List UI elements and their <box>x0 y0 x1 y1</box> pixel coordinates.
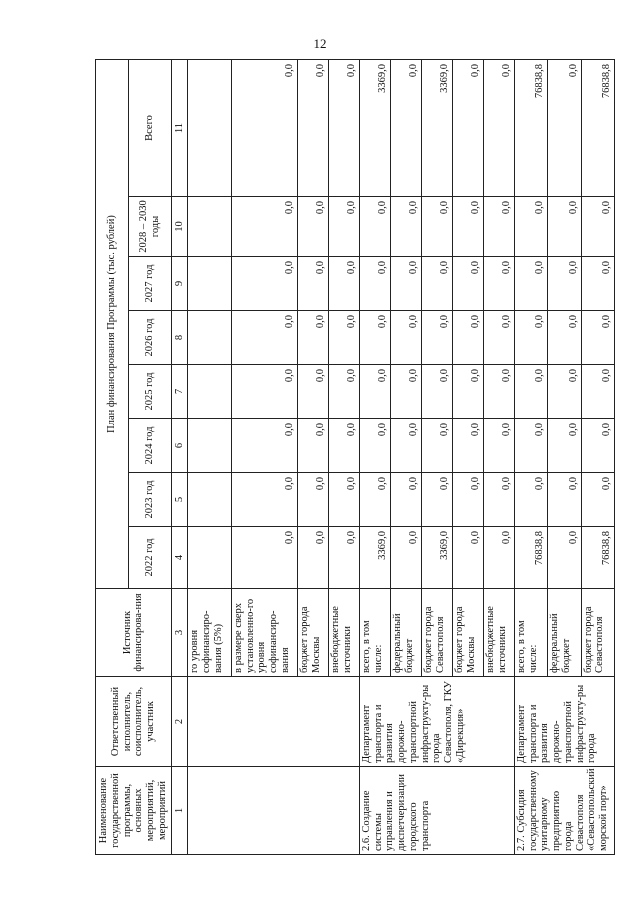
value-cell <box>188 59 231 196</box>
value-cell: 0,0 <box>328 197 359 257</box>
value-cell: 0,0 <box>452 257 483 311</box>
header-year: 2025 год <box>128 365 171 419</box>
column-number: 11 <box>171 59 188 196</box>
value-cell: 0,0 <box>452 473 483 527</box>
value-cell: 0,0 <box>514 197 547 257</box>
source-cell: внебюджетные источники <box>328 589 359 677</box>
table-row <box>514 59 547 854</box>
value-cell: 0,0 <box>483 365 514 419</box>
value-cell: 0,0 <box>390 365 421 419</box>
responsible-cell: Департамент транспорта и развития дорожно-транспортной инфраструкту-ры города Севастополя, ГКУ «Дирекция» <box>359 677 514 767</box>
value-cell: 0,0 <box>421 365 452 419</box>
value-cell: 0,0 <box>421 257 452 311</box>
column-number: 2 <box>171 677 188 767</box>
header-year: 2023 год <box>128 473 171 527</box>
column-number: 7 <box>171 365 188 419</box>
value-cell: 0,0 <box>452 311 483 365</box>
source-cell: бюджет города Москвы <box>452 589 483 677</box>
responsible-cell: Департамент транспорта и развития дорожно-транспортной инфраструкту-ры города <box>514 677 614 767</box>
source-cell: федеральный бюджет <box>548 589 581 677</box>
value-cell <box>188 197 231 257</box>
source-cell: бюджет города Москвы <box>297 589 328 677</box>
value-cell: 0,0 <box>548 257 581 311</box>
value-cell: 0,0 <box>297 257 328 311</box>
value-cell: 0,0 <box>452 59 483 196</box>
value-cell <box>188 257 231 311</box>
activity-name-cell: 2.6. Создание системы управления и диспетчеризации городского транспорта <box>359 767 514 855</box>
value-cell: 3369,0 <box>421 527 452 589</box>
value-cell: 0,0 <box>548 197 581 257</box>
value-cell: 0,0 <box>231 365 297 419</box>
source-cell: в размере сверх установленно-го уровня софинансиро-вания <box>231 589 297 677</box>
column-number: 9 <box>171 257 188 311</box>
value-cell: 0,0 <box>514 419 547 473</box>
value-cell: 0,0 <box>421 473 452 527</box>
value-cell: 0,0 <box>581 311 614 365</box>
table-row <box>188 59 231 854</box>
value-cell: 0,0 <box>297 419 328 473</box>
header-plan: План финансирования Программы (тыс. рублей) <box>96 59 129 588</box>
value-cell: 0,0 <box>421 419 452 473</box>
name-cell-continued <box>188 767 359 855</box>
value-cell: 0,0 <box>328 59 359 196</box>
column-number-row <box>171 59 188 854</box>
value-cell: 76838,8 <box>581 59 614 196</box>
value-cell: 0,0 <box>483 311 514 365</box>
header-total: Всего <box>128 59 171 196</box>
value-cell: 0,0 <box>390 419 421 473</box>
value-cell: 0,0 <box>548 311 581 365</box>
header-year: 2028 – 2030 годы <box>128 197 171 257</box>
value-cell: 0,0 <box>548 365 581 419</box>
value-cell: 0,0 <box>359 257 390 311</box>
source-cell: бюджет города Севастополя <box>581 589 614 677</box>
value-cell: 0,0 <box>328 419 359 473</box>
value-cell: 0,0 <box>297 473 328 527</box>
value-cell: 0,0 <box>390 59 421 196</box>
column-number: 5 <box>171 473 188 527</box>
value-cell: 0,0 <box>359 197 390 257</box>
column-number: 10 <box>171 197 188 257</box>
value-cell: 0,0 <box>328 527 359 589</box>
value-cell: 0,0 <box>390 257 421 311</box>
value-cell: 0,0 <box>421 197 452 257</box>
value-cell: 0,0 <box>328 473 359 527</box>
column-number: 3 <box>171 589 188 677</box>
value-cell: 0,0 <box>231 419 297 473</box>
value-cell: 0,0 <box>514 257 547 311</box>
value-cell: 0,0 <box>581 197 614 257</box>
value-cell: 0,0 <box>452 419 483 473</box>
value-cell: 76838,8 <box>514 527 547 589</box>
value-cell: 0,0 <box>421 311 452 365</box>
value-cell <box>188 527 231 589</box>
column-number: 8 <box>171 311 188 365</box>
value-cell: 0,0 <box>548 473 581 527</box>
value-cell: 0,0 <box>231 197 297 257</box>
value-cell: 0,0 <box>297 197 328 257</box>
column-number: 1 <box>171 767 188 855</box>
header-year: 2026 год <box>128 311 171 365</box>
responsible-cell-continued <box>188 677 359 767</box>
value-cell: 76838,8 <box>581 527 614 589</box>
value-cell: 0,0 <box>297 311 328 365</box>
value-cell: 0,0 <box>452 527 483 589</box>
value-cell <box>188 473 231 527</box>
activity-name-cell: 2.7. Субсидия государственному унитарному предприятию города Севастополя «Севастопольский морской порт» <box>514 767 614 855</box>
value-cell: 0,0 <box>483 197 514 257</box>
value-cell <box>188 419 231 473</box>
value-cell: 3369,0 <box>421 59 452 196</box>
table-row <box>359 59 390 854</box>
source-cell: внебюджетные источники <box>483 589 514 677</box>
page-number: 12 <box>313 36 327 51</box>
value-cell: 0,0 <box>483 419 514 473</box>
source-cell: всего, в том числе: <box>359 589 390 677</box>
value-cell: 0,0 <box>359 311 390 365</box>
financing-plan-table <box>95 59 615 855</box>
rotated-page-content <box>95 60 615 855</box>
value-cell: 0,0 <box>483 527 514 589</box>
value-cell: 0,0 <box>514 473 547 527</box>
value-cell: 0,0 <box>581 473 614 527</box>
value-cell: 0,0 <box>231 473 297 527</box>
value-cell: 0,0 <box>231 527 297 589</box>
source-cell: го уровня софинансиро-вания (5%) <box>188 589 231 677</box>
value-cell: 0,0 <box>390 197 421 257</box>
value-cell: 0,0 <box>452 197 483 257</box>
header-source: Источник финансирова-ния <box>96 589 172 677</box>
value-cell: 0,0 <box>359 419 390 473</box>
value-cell: 0,0 <box>359 365 390 419</box>
source-cell: всего, в том числе: <box>514 589 547 677</box>
value-cell: 0,0 <box>548 419 581 473</box>
value-cell: 76838,8 <box>514 59 547 196</box>
value-cell: 0,0 <box>483 473 514 527</box>
value-cell: 0,0 <box>452 365 483 419</box>
value-cell: 0,0 <box>548 527 581 589</box>
value-cell <box>188 365 231 419</box>
value-cell: 0,0 <box>581 419 614 473</box>
header-row-1 <box>96 59 129 854</box>
value-cell: 0,0 <box>514 365 547 419</box>
value-cell <box>188 311 231 365</box>
header-year: 2022 год <box>128 527 171 589</box>
value-cell: 0,0 <box>328 365 359 419</box>
value-cell: 0,0 <box>483 257 514 311</box>
value-cell: 0,0 <box>328 311 359 365</box>
value-cell: 0,0 <box>328 257 359 311</box>
value-cell: 0,0 <box>390 311 421 365</box>
column-number: 6 <box>171 419 188 473</box>
value-cell: 0,0 <box>297 527 328 589</box>
value-cell: 0,0 <box>231 59 297 196</box>
value-cell: 0,0 <box>581 365 614 419</box>
value-cell: 0,0 <box>297 365 328 419</box>
value-cell: 0,0 <box>359 473 390 527</box>
value-cell: 3369,0 <box>359 527 390 589</box>
header-name: Наименование государственной программы, основных мероприятий, мероприятий <box>96 767 172 855</box>
value-cell: 0,0 <box>231 311 297 365</box>
header-responsible: Ответственный исполнитель, соисполнитель, участник <box>96 677 172 767</box>
value-cell: 0,0 <box>390 473 421 527</box>
source-cell: бюджет города Севастополя <box>421 589 452 677</box>
source-cell: федеральный бюджет <box>390 589 421 677</box>
value-cell: 3369,0 <box>359 59 390 196</box>
value-cell: 0,0 <box>297 59 328 196</box>
value-cell: 0,0 <box>514 311 547 365</box>
value-cell: 0,0 <box>581 257 614 311</box>
header-year: 2024 год <box>128 419 171 473</box>
value-cell: 0,0 <box>548 59 581 196</box>
header-year: 2027 год <box>128 257 171 311</box>
value-cell: 0,0 <box>390 527 421 589</box>
column-number: 4 <box>171 527 188 589</box>
value-cell: 0,0 <box>483 59 514 196</box>
value-cell: 0,0 <box>231 257 297 311</box>
